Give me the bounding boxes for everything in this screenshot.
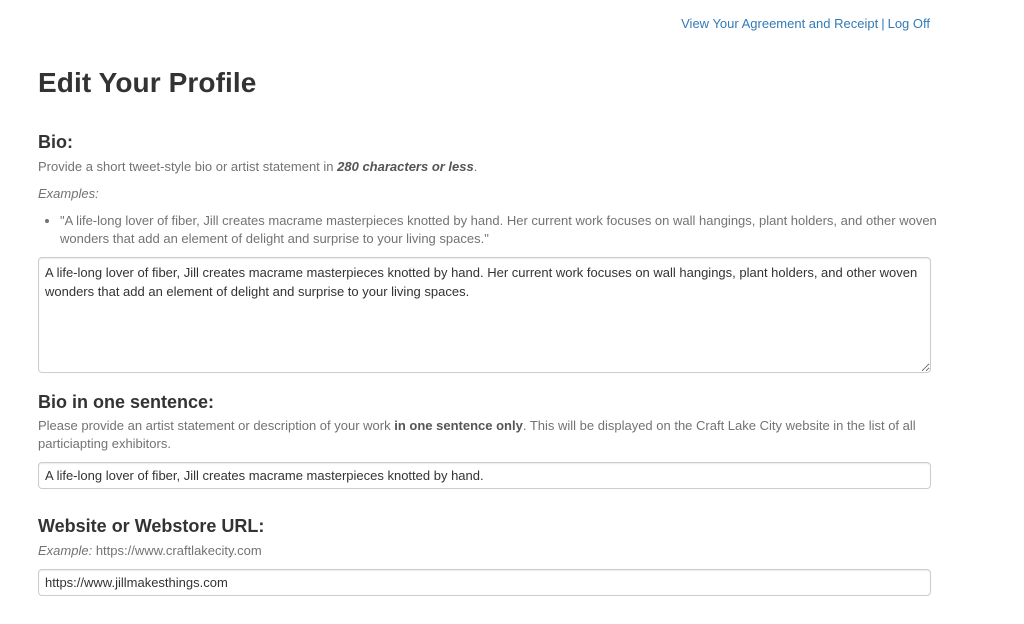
website-example-label: Example: (38, 543, 93, 558)
bio-help-text (38, 158, 477, 176)
bio-help-emphasis: 280 characters or less (337, 159, 474, 174)
website-url-input[interactable] (38, 569, 931, 596)
bio-example-item: • "A life-long lover of fiber, Jill creates macrame masterpieces knotted by hand. Her current work focuses on wall hangings, plant holders, and other woven wonders that add an element of delight and surprise to your living spaces." (60, 212, 940, 248)
bio-examples-list (38, 212, 940, 248)
bio-sentence-help-text (38, 417, 931, 453)
log-off-link[interactable]: Log Off (887, 16, 930, 31)
page-title: Edit Your Profile (38, 67, 257, 98)
bio-sentence-heading: Bio in one sentence: (38, 392, 215, 412)
bio-examples-label (38, 185, 99, 203)
bio-heading: Bio: (38, 132, 73, 152)
website-heading: Website or Webstore URL: (38, 516, 265, 536)
top-links (681, 16, 930, 31)
website-example-text (38, 542, 262, 560)
bio-sentence-help-emphasis: in one sentence only (394, 418, 523, 433)
view-agreement-link[interactable]: View Your Agreement and Receipt (681, 16, 879, 31)
bio-textarea[interactable] (38, 257, 931, 373)
examples-label: Examples: (38, 186, 99, 201)
website-example-value: https://www.craftlakecity.com (92, 543, 262, 558)
link-separator: | (881, 16, 885, 31)
bio-help-suffix: . (473, 159, 478, 174)
bio-sentence-input[interactable] (38, 462, 931, 489)
bio-sentence-help-suffix: . This will be displayed on the Craft Lake City website in the list of all particiapting exhibitors. (38, 418, 916, 451)
bio-help-prefix: Provide a short tweet-style bio or artist statement in (38, 159, 338, 174)
bio-sentence-help-prefix: Please provide an artist statement or description of your work (38, 418, 395, 433)
